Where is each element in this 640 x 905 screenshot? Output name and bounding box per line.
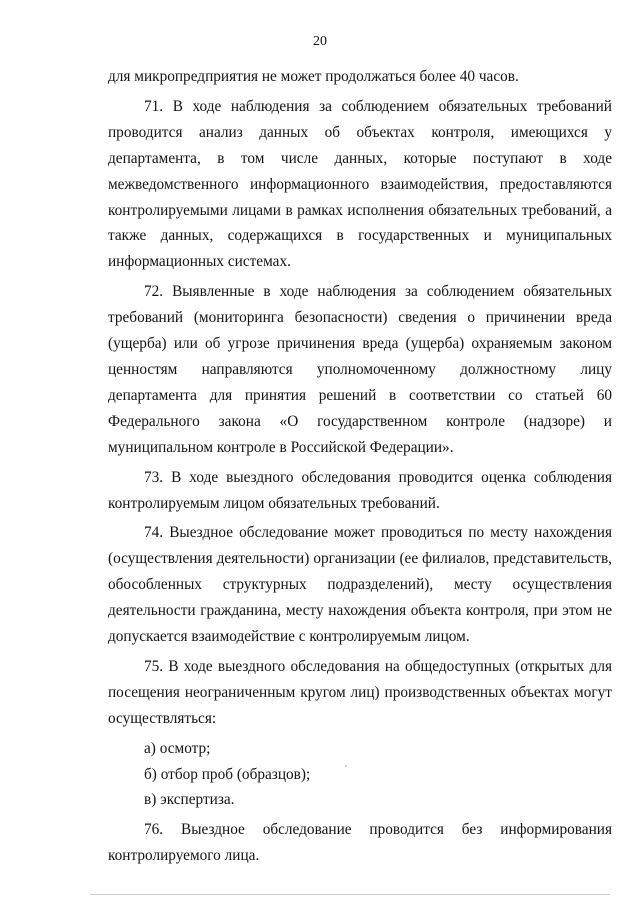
paragraph-75: 75. В ходе выездного обследования на общедоступных (открытых для посещения неограниченным кругом лиц) производственных объектах могут осуществляться: [108,657,612,727]
scan-speck [345,765,347,767]
list-item-c: в) экспертиза. [144,791,235,809]
paragraph-continuation: для микропредприятия не может продолжаться более 40 часов. [108,68,519,85]
list-item-b: б) отбор проб (образцов); [144,765,311,783]
document-body [108,64,612,869]
paragraph-71: 71. В ходе наблюдения за соблюдением обязательных требований проводится анализ данных об объектах контроля, имеющихся у департамента, в том числе данных, которые поступают в ходе межведомственного информационного взаимодействия, предоставляются контролируемыми лицами в рамках исполнения обязательных требований, а также данных, содержащихся в государственных и муниципальных информационных системах. [108,97,612,271]
paragraph-74: 74. Выездное обследование может проводиться по месту нахождения (осуществления деятельности) организации (ее филиалов, представительств, обособленных структурных подразделений), месту осуществления деятельности гражданина, месту нахождения объекта контроля, при этом не допускается взаимодействие с контролируемым лицом. [108,524,612,646]
paragraph-76: 76. Выездное обследование проводится без информирования контролируемого лица. [108,821,612,865]
scan-edge-line [90,894,610,895]
list-item-a: а) осмотр; [144,739,211,757]
paragraph-73: 73. В ходе выездного обследования проводится оценка соблюдения контролируемым лицом обязательных требований. [108,468,612,512]
page-number: 20 [313,34,327,49]
paragraph-72: 72. Выявленные в ходе наблюдения за соблюдением обязательных требований (мониторинга безопасности) сведения о причинении вреда (ущерба) или об угрозе причинения вреда (ущерба) охраняемым законом ценностям направляются уполномоченному должностному лицу департамента для принятия решений в соответствии со статьей 60 Федерального закона «О государственном контроле (надзоре) и муниципальном контроле в Российской Федерации». [108,283,612,456]
